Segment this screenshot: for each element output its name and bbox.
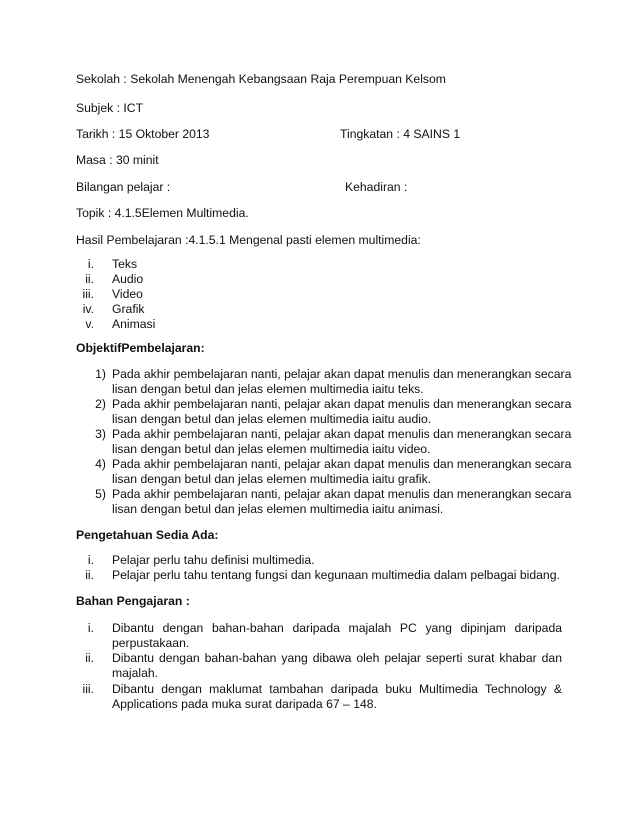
list-item: Pelajar perlu tahu definisi multimedia. bbox=[112, 553, 315, 567]
objective-marker: 3) bbox=[95, 427, 106, 441]
list-item: Animasi bbox=[112, 317, 156, 331]
objective-text-line1: Pada akhir pembelajaran nanti, pelajar akan dapat menulis dan menerangkan secara bbox=[112, 487, 572, 501]
list-marker: ii. bbox=[85, 568, 94, 582]
student-count-line: Bilangan pelajar : bbox=[76, 180, 171, 194]
duration-line: Masa : 30 minit bbox=[76, 153, 159, 167]
list-item: Grafik bbox=[112, 302, 145, 316]
material-text-line1: Dibantu dengan maklumat tambahan daripada buku Multimedia Technology & bbox=[112, 682, 562, 696]
objective-marker: 2) bbox=[95, 397, 106, 411]
material-text-line2: perpustakaan. bbox=[112, 636, 190, 650]
school-line: Sekolah : Sekolah Menengah Kebangsaan Raja Perempuan Kelsom bbox=[76, 72, 446, 86]
list-marker: i. bbox=[87, 257, 94, 271]
teaching-materials-heading: Bahan Pengajaran : bbox=[76, 594, 190, 608]
objective-marker: 5) bbox=[95, 487, 106, 501]
list-marker: iii. bbox=[82, 287, 94, 301]
list-marker: iv. bbox=[82, 302, 94, 316]
objective-text-line1: Pada akhir pembelajaran nanti, pelajar akan dapat menulis dan menerangkan secara bbox=[112, 457, 572, 471]
material-text-line1: Dibantu dengan bahan-bahan daripada majalah PC yang dipinjam daripada bbox=[112, 621, 562, 635]
date-line: Tarikh : 15 Oktober 2013 bbox=[76, 127, 210, 141]
list-item: Pelajar perlu tahu tentang fungsi dan kegunaan multimedia dalam pelbagai bidang. bbox=[112, 568, 560, 582]
material-text-line2: Applications pada muka surat daripada 67 – 148. bbox=[112, 697, 377, 711]
attendance-line: Kehadiran : bbox=[345, 180, 408, 194]
subject-line: Subjek : ICT bbox=[76, 101, 144, 115]
objective-text-line2: lisan dengan betul dan jelas elemen multimedia iaitu teks. bbox=[112, 382, 424, 396]
form-line: Tingkatan : 4 SAINS 1 bbox=[340, 127, 461, 141]
list-item: Teks bbox=[112, 257, 138, 271]
objective-text-line2: lisan dengan betul dan jelas elemen multimedia iaitu audio. bbox=[112, 412, 432, 426]
list-marker: iii. bbox=[82, 682, 94, 696]
objective-text-line1: Pada akhir pembelajaran nanti, pelajar akan dapat menulis dan menerangkan secara bbox=[112, 427, 572, 441]
list-marker: ii. bbox=[85, 272, 94, 286]
material-text-line1: Dibantu dengan bahan-bahan yang dibawa oleh pelajar seperti surat khabar dan bbox=[112, 651, 562, 665]
objective-marker: 1) bbox=[95, 367, 106, 381]
list-item: Audio bbox=[112, 272, 144, 286]
objective-text-line2: lisan dengan betul dan jelas elemen multimedia iaitu video. bbox=[112, 442, 431, 456]
topic-line: Topik : 4.1.5Elemen Multimedia. bbox=[76, 206, 249, 220]
objective-text-line1: Pada akhir pembelajaran nanti, pelajar akan dapat menulis dan menerangkan secara bbox=[112, 397, 572, 411]
objective-text-line2: lisan dengan betul dan jelas elemen multimedia iaitu grafik. bbox=[112, 472, 432, 486]
objectives-heading: ObjektifPembelajaran: bbox=[76, 341, 205, 355]
list-item: Video bbox=[112, 287, 143, 301]
objective-text-line2: lisan dengan betul dan jelas elemen multimedia iaitu animasi. bbox=[112, 502, 444, 516]
list-marker: i. bbox=[87, 621, 94, 635]
material-text-line2: majalah. bbox=[112, 666, 159, 680]
objective-marker: 4) bbox=[95, 457, 106, 471]
objective-text-line1: Pada akhir pembelajaran nanti, pelajar akan dapat menulis dan menerangkan secara bbox=[112, 367, 572, 381]
list-marker: ii. bbox=[85, 651, 94, 665]
prior-knowledge-heading: Pengetahuan Sedia Ada: bbox=[76, 528, 219, 542]
learning-outcome-line: Hasil Pembelajaran :4.1.5.1 Mengenal pasti elemen multimedia: bbox=[76, 233, 421, 247]
list-marker: v. bbox=[85, 317, 94, 331]
list-marker: i. bbox=[87, 553, 94, 567]
